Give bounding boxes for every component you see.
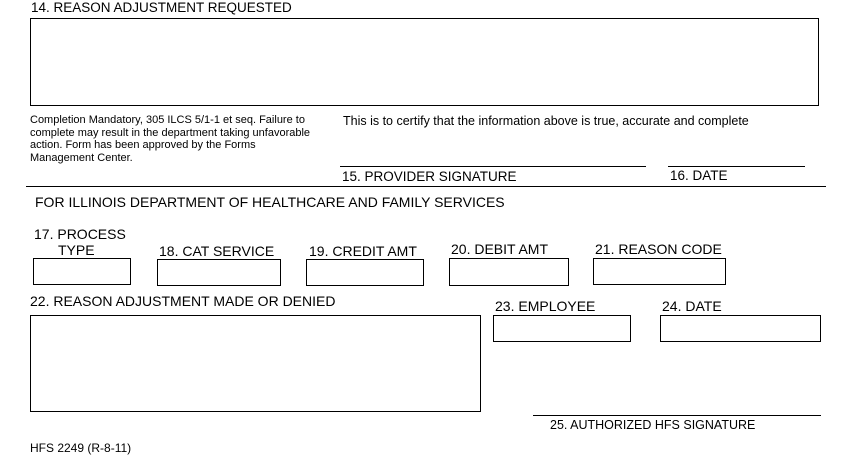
reason-requested-label: 14. REASON ADJUSTMENT REQUESTED [31, 0, 292, 15]
authorized-signature-line[interactable] [533, 415, 821, 416]
cat-service-field[interactable] [157, 259, 281, 286]
debit-amt-field[interactable] [449, 258, 569, 286]
reason-made-denied-field[interactable] [30, 315, 481, 412]
reason-code-field[interactable] [593, 258, 726, 285]
credit-amt-field[interactable] [306, 259, 424, 286]
provider-signature-line[interactable] [340, 166, 646, 167]
notice-line-4: Management Center. [30, 151, 133, 164]
certification-text: This is to certify that the information above is true, accurate and complete [343, 114, 749, 128]
reason-requested-field[interactable] [30, 18, 819, 106]
notice-line-3: action. Form has been approved by the Forms [30, 139, 256, 151]
process-type-label-line-2: TYPE [58, 242, 95, 258]
form-number: HFS 2249 (R-8-11) [30, 441, 132, 455]
cat-service-label: 18. CAT SERVICE [159, 243, 275, 259]
date-24-label: 24. DATE [662, 298, 722, 314]
credit-amt-label: 19. CREDIT AMT [309, 243, 417, 259]
section-divider [26, 186, 826, 187]
department-heading: FOR ILLINOIS DEPARTMENT OF HEALTHCARE AND FAMILY SERVICES [35, 194, 505, 210]
employee-label: 23. EMPLOYEE [495, 298, 596, 314]
reason-made-denied-label: 22. REASON ADJUSTMENT MADE OR DENIED [30, 293, 336, 309]
provider-signature-label: 15. PROVIDER SIGNATURE [342, 169, 517, 184]
reason-code-label: 21. REASON CODE [595, 241, 722, 257]
date-24-field[interactable] [660, 315, 821, 342]
notice-line-2: complete may result in the department taking unfavorable [30, 126, 311, 139]
process-type-label-line-1: 17. PROCESS [34, 226, 126, 242]
date-16-label: 16. DATE [670, 168, 728, 183]
employee-field[interactable] [493, 315, 631, 342]
date-16-line[interactable] [668, 166, 805, 167]
process-type-field[interactable] [33, 258, 131, 285]
completion-notice [30, 114, 310, 164]
authorized-signature-label: 25. AUTHORIZED HFS SIGNATURE [550, 418, 756, 432]
debit-amt-label: 20. DEBIT AMT [451, 241, 548, 257]
notice-line-1: Completion Mandatory, 305 ILCS 5/1-1 et seq. Failure to [30, 114, 305, 126]
